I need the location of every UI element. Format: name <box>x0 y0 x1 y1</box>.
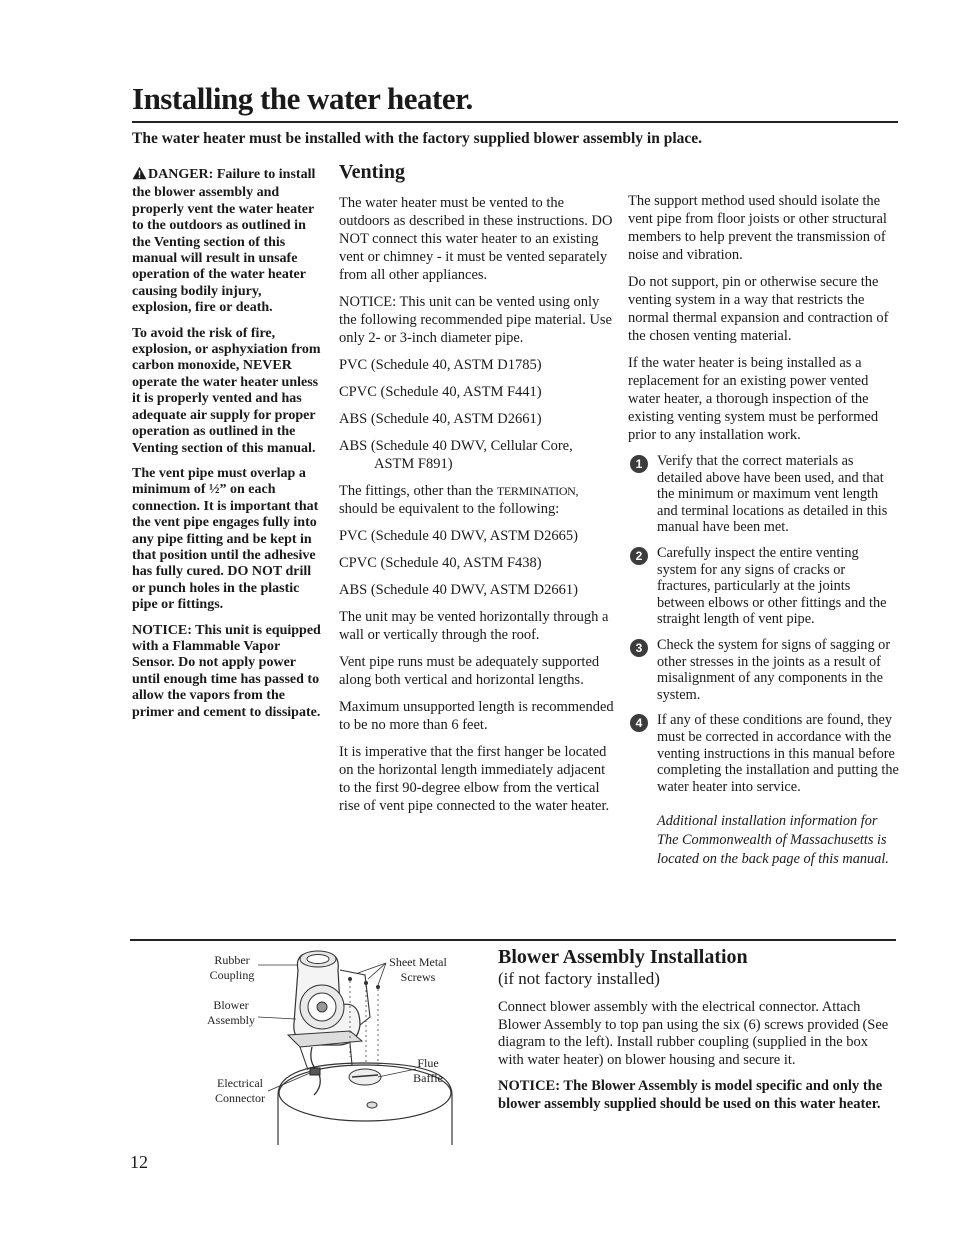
fitting-item: CPVC (Schedule 40, ASTM F438) <box>339 555 542 571</box>
vapor-sensor-notice: NOTICE: This unit is equipped with a Flammable Vapor Sensor. Do not apply power until enough time has passed to allow the vapors from the primer and cement to dissipate. <box>132 622 321 720</box>
pipe-material-notice: NOTICE: This unit can be vented using only the following recommended pipe material. Use only 2- or 3-inch diameter pipe. <box>339 294 612 346</box>
blower-assembly-diagram <box>200 945 460 1150</box>
blower-installation-section <box>498 945 896 1123</box>
step-number-badge: 4 <box>630 714 648 732</box>
blower-heading: Blower Assembly Installation <box>498 946 748 968</box>
pipe-material-item: ABS (Schedule 40 DWV, Cellular Core, ASTM F891) <box>339 438 573 472</box>
label-electrical-connector: Electrical Connector <box>215 1076 265 1105</box>
inspection-step: 2 Carefully inspect the entire venting system for any signs of cracks or fractures, particularly at the joints between elbows or other fittings and the straight length of vent pipe. <box>628 545 900 628</box>
support-method: The support method used should isolate the vent pipe from floor joists or other structural members to help prevent the transmission of noise and vibration. <box>628 193 887 263</box>
label-sheet-metal-screws: Sheet Metal Screws <box>389 955 447 984</box>
thermal-expansion: Do not support, pin or otherwise secure the venting system in a way that restricts the normal thermal expansion and contraction of the chosen venting material. <box>628 274 889 344</box>
pipe-material-item: PVC (Schedule 40, ASTM D1785) <box>339 357 542 373</box>
first-hanger: It is imperative that the first hanger be located on the horizontal length immediately adjacent to the first 90-degree elbow from the vertical rise of vent pipe connected to the water heater. <box>339 744 610 814</box>
vent-overlap-warning: The vent pipe must overlap a minimum of ½” on each connection. It is important that the vent pipe engages fully into any pipe fitting and be kept in that position until the adhesive has fully cured. DO NOT drill or punch holes in the plastic pipe or fittings. <box>132 465 319 613</box>
step-number-badge: 1 <box>630 455 648 473</box>
step-number-badge: 2 <box>630 547 648 565</box>
inspection-step: 3 Check the system for signs of sagging or other stresses in the joints as a result of misalignment of any components in the system. <box>628 637 900 703</box>
asphyxiation-warning: To avoid the risk of fire, explosion, or asphyxiation from carbon monoxide, NEVER operate the water heater unless it is properly vented and has adequate air supply for proper operation as outlined in the Venting section of this manual. <box>132 325 321 456</box>
max-unsupported-length: Maximum unsupported length is recommended to be no more than 6 feet. <box>339 699 614 733</box>
blower-subheading: (if not factory installed) <box>498 969 660 988</box>
label-flue-baffle: Flue Baffle <box>413 1056 443 1085</box>
inspection-step: 4 If any of these conditions are found, they must be corrected in accordance with the venting instructions in this manual before completing the installation and putting the water heater into service. <box>628 712 900 795</box>
danger-column <box>132 166 324 730</box>
venting-intro: The water heater must be vented to the outdoors as described in these instructions. DO NOT connect this water heater to an existing vent or chimney - it must be vented separately from all other appliances. <box>339 195 613 283</box>
title-rule <box>132 121 898 123</box>
massachusetts-note: Additional installation information for The Commonwealth of Massachusetts is located on the back page of this manual. <box>657 813 889 868</box>
step-number-badge: 3 <box>630 639 648 657</box>
venting-heading: Venting <box>339 161 405 183</box>
inspection-step: 1 Verify that the correct materials as detailed above have been used, and that the minimum or maximum vent length and terminal locations as detailed in this manual have been met. <box>628 453 900 536</box>
venting-direction: The unit may be vented horizontally through a wall or vertically through the roof. <box>339 609 609 643</box>
venting-continued-column <box>628 192 900 869</box>
pipe-material-item: ABS (Schedule 40, ASTM D2661) <box>339 411 542 427</box>
venting-column <box>339 160 615 824</box>
blower-notice: NOTICE: The Blower Assembly is model specific and only the blower assembly supplied should be used on this water heater. <box>498 1078 883 1112</box>
fitting-item: ABS (Schedule 40 DWV, ASTM D2661) <box>339 582 578 598</box>
page-subtitle: The water heater must be installed with the factory supplied blower assembly in place. <box>132 130 703 147</box>
fittings-intro: The fittings, other than the TERMINATION, should be equivalent to the following: <box>339 483 579 517</box>
blower-instructions: Connect blower assembly with the electrical connector. Attach Blower Assembly to top pan using the six (6) screws provided (See diagram to the left). Install rubber coupling (supplied in the box with water heater) on blower housing and secure it. <box>498 999 889 1068</box>
label-blower-assembly: Blower Assembly <box>207 998 255 1027</box>
danger-paragraph: DANGER: Failure to install the blower assembly and properly vent the water heater to the outdoors as outlined in the Venting section of this manual will result in unsafe operation of the water heater causing bodily injury, explosion, fire or death. <box>132 167 316 316</box>
warning-triangle-icon <box>132 166 147 185</box>
fitting-item: PVC (Schedule 40 DWV, ASTM D2665) <box>339 528 578 544</box>
label-rubber-coupling: Rubber Coupling <box>209 953 255 982</box>
page-title: Installing the water heater. <box>132 81 473 116</box>
pipe-material-item: CPVC (Schedule 40, ASTM F441) <box>339 384 542 400</box>
section-rule <box>130 939 896 941</box>
page-number: 12 <box>130 1152 148 1172</box>
replacement-inspection: If the water heater is being installed as a replacement for an existing power vented water heater, a thorough inspection of the existing venting system must be performed prior to any installation work. <box>628 355 879 443</box>
vent-support: Vent pipe runs must be adequately supported along both vertical and horizontal lengths. <box>339 654 600 688</box>
